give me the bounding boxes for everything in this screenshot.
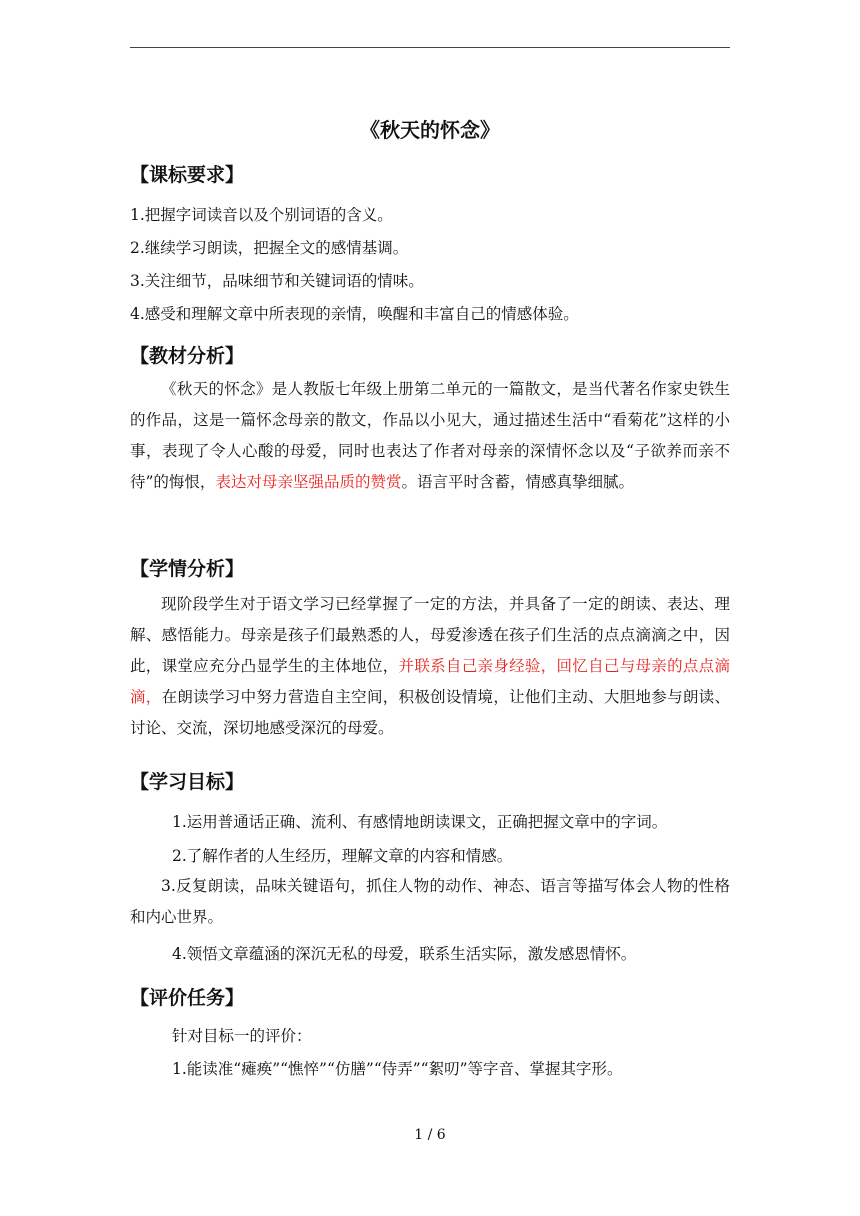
mubiao-item-1: 1.运用普通话正确、流利、有感情地朗读课文，正确把握文章中的字词。 xyxy=(172,813,668,831)
page-title: 《秋天的怀念》 xyxy=(360,118,500,142)
jiaocai-text-1: 《秋天的怀念》是人教版七年级上册第二单元的一篇散文，是当代著名作家史铁生的作品，这是一篇怀念母亲的散文，作品以小见大，通过描述生活中“看菊花”这样的小事，表现了令人心酸的母爱，同时也表达了作者对母亲的深情怀念以及“子欲养而亲不待”的悔恨， xyxy=(130,380,730,491)
jiaocai-paragraph xyxy=(130,374,730,498)
pingjia-item-1: 1.能读准“瘫痪”“憔悴”“仿膳”“侍弄”“絮叨”等字音、掌握其字形。 xyxy=(172,1060,623,1078)
heading-jiaocai: 【教材分析】 xyxy=(130,345,245,367)
kebiao-item-2: 2.继续学习朗读，把握全文的感情基调。 xyxy=(130,239,409,257)
xueqing-text-2: 在朗读学习中努力营造自主空间，积极创设情境，让他们主动、大胆地参与朗读、讨论、交流，深切地感受深沉的母爱。 xyxy=(130,688,730,737)
heading-pingjia: 【评价任务】 xyxy=(130,987,245,1009)
xueqing-text-1: 现阶段学生对于语文学习已经掌握了一定的方法，并具备了一定的朗读、表达、理解、感悟能力。母亲是孩子们最熟悉的人，母爱渗透在孩子们生活的点点滴滴之中，因此，课堂应充分凸显学生的主体地位， xyxy=(130,595,730,675)
mubiao-item-2: 2.了解作者的人生经历，理解文章的内容和情感。 xyxy=(172,847,513,865)
jiaocai-highlight: 表达对母亲坚强品质的赞赏 xyxy=(215,473,402,491)
mubiao-item-3: 3.反复朗读，品味关键语句，抓住人物的动作、神态、语言等描写体会人物的性格和内心世界。 xyxy=(130,877,730,926)
xueqing-highlight: 并联系自己亲身经验，回忆自己与母亲的点点滴滴， xyxy=(130,657,730,706)
header-rule xyxy=(130,47,730,48)
jiaocai-text-2: 。语言平时含蓄，情感真挚细腻。 xyxy=(401,473,634,491)
kebiao-item-3: 3.关注细节，品味细节和关键词语的情味。 xyxy=(130,272,424,290)
heading-mubiao: 【学习目标】 xyxy=(130,771,245,793)
kebiao-item-1: 1.把握字词读音以及个别词语的含义。 xyxy=(130,206,393,224)
kebiao-item-4: 4.感受和理解文章中所表现的亲情，唤醒和丰富自己的情感体验。 xyxy=(130,305,579,323)
heading-xueqing: 【学情分析】 xyxy=(130,558,245,580)
heading-kebiao: 【课标要求】 xyxy=(130,164,245,186)
pingjia-intro: 针对目标一的评价： xyxy=(172,1027,312,1045)
xueqing-paragraph xyxy=(130,589,730,744)
mubiao-item-4: 4.领悟文章蕴涵的深沉无私的母爱，联系生活实际，激发感恩情怀。 xyxy=(172,945,637,963)
page-number: 1 / 6 xyxy=(414,1127,446,1143)
